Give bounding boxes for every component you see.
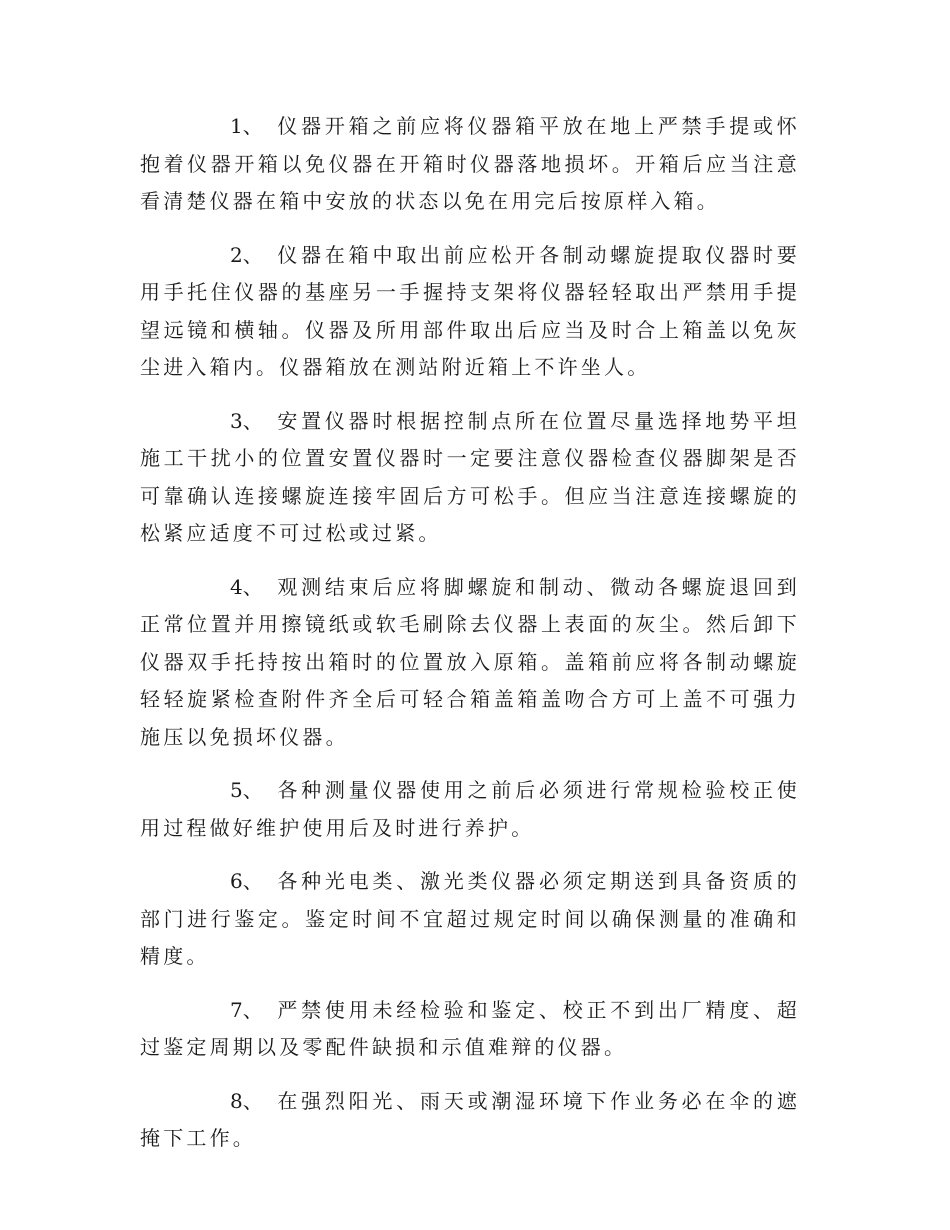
item-text: 仪器在箱中取出前应松开各制动螺旋提取仪器时要用手托住仪器的基座另一手握持支架将仪器轻轻取出严禁用手提望远镜和横轴。仪器及所用部件取出后应当及时合上箱盖以免灰尘进入箱内。仪器箱放在测站附近箱上不许坐人。 (140, 242, 800, 379)
paragraph-4 (140, 569, 800, 757)
item-text: 观测结束后应将脚螺旋和制动、微动各螺旋退回到正常位置并用擦镜纸或软毛刷除去仪器上表面的灰尘。然后卸下仪器双手托持按出箱时的位置放入原箱。盖箱前应将各制动螺旋轻轻旋紧检查附件齐全后可轻合箱盖箱盖吻合方可上盖不可强力施压以免损坏仪器。 (140, 574, 800, 749)
paragraph-8 (140, 1083, 800, 1158)
document-body (140, 108, 800, 1174)
paragraph-7 (140, 992, 800, 1067)
paragraph-3 (140, 403, 800, 553)
item-text: 仪器开箱之前应将仪器箱平放在地上严禁手提或怀抱着仪器开箱以免仪器在开箱时仪器落地损坏。开箱后应当注意看清楚仪器在箱中安放的状态以免在用完后按原样入箱。 (140, 114, 800, 213)
paragraph-5 (140, 772, 800, 847)
item-number: 8、 (230, 1088, 263, 1113)
item-number: 6、 (230, 869, 263, 893)
item-number: 4、 (230, 574, 263, 599)
item-number: 7、 (230, 997, 263, 1022)
paragraph-1 (140, 108, 800, 221)
item-text: 安置仪器时根据控制点所在位置尽量选择地势平坦施工干扰小的位置安置仪器时一定要注意仪器检查仪器脚架是否可靠确认连接螺旋连接牢固后方可松手。但应当注意连接螺旋的松紧应适度不可过松或过紧。 (140, 408, 800, 545)
item-number: 2、 (230, 242, 263, 267)
item-text: 各种测量仪器使用之前后必须进行常规检验校正使用过程做好维护使用后及时进行养护。 (140, 778, 800, 840)
item-text: 在强烈阳光、雨天或潮湿环境下作业务必在伞的遮掩下工作。 (140, 1088, 800, 1150)
item-number: 1、 (230, 114, 263, 138)
paragraph-6 (140, 863, 800, 976)
item-number: 3、 (230, 408, 263, 433)
item-text: 各种光电类、激光类仪器必须定期送到具备资质的部门进行鉴定。鉴定时间不宜超过规定时间以确保测量的准确和精度。 (140, 869, 800, 968)
paragraph-2 (140, 237, 800, 387)
item-number: 5、 (230, 778, 263, 802)
item-text: 严禁使用未经检验和鉴定、校正不到出厂精度、超过鉴定周期以及零配件缺损和示值难辩的仪器。 (140, 997, 800, 1059)
